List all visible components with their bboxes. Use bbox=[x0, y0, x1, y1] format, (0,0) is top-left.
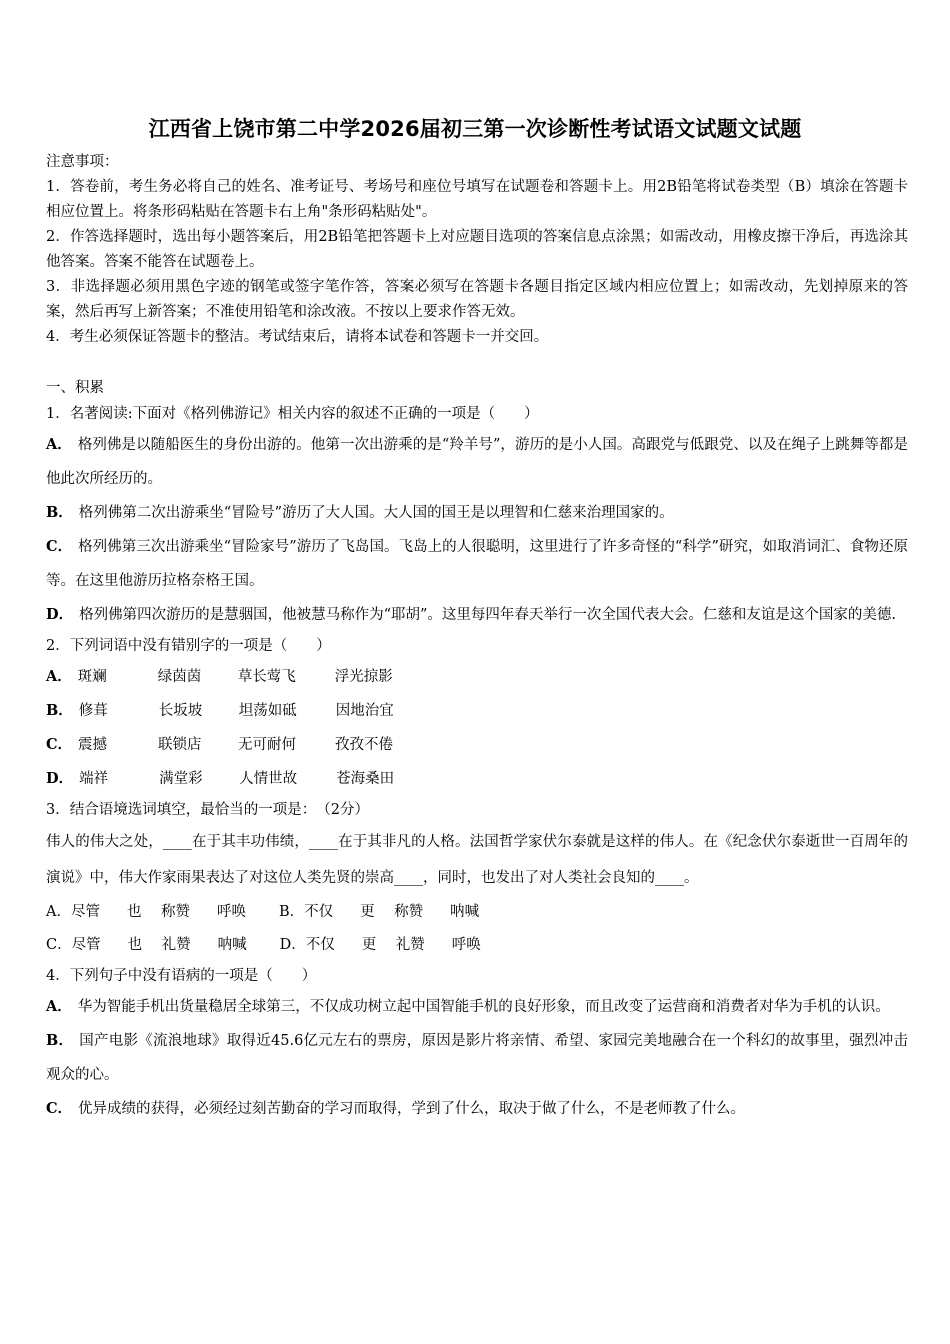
option-text: 国产电影《流浪地球》取得近45.6亿元左右的票房，原因是影片将亲情、希望、家园完美地融合在一个科幻的故事里，强烈冲击观众的心。 bbox=[46, 1033, 909, 1083]
question-2-option bbox=[46, 762, 908, 796]
notice-item: 1．答卷前，考生务必将自己的姓名、准考证号、考场号和座位号填写在试题卷和答题卡上。用2B铅笔将试卷类型（B）填涂在答题卡相应位置上。将条形码粘贴在答题卡右上角"条形码粘贴处"。 bbox=[46, 179, 908, 220]
question-3-passage: 伟人的伟大之处，____在于其丰功伟绩，____在于其非凡的人格。法国哲学家伏尔泰就是这样的伟人。在《纪念伏尔泰逝世一百周年的演说》中，伟大作家雨果表达了对这位人类先贤的崇高____，同时，也发出了对人类社会良知的____。 bbox=[46, 834, 908, 886]
option-label: D． bbox=[279, 937, 306, 953]
option-text: 优异成绩的获得，必须经过刻苦勤奋的学习而取得，学到了什么，取决于做了什么，不是老师教了什么。 bbox=[78, 1101, 746, 1117]
option-label: A． bbox=[46, 904, 71, 920]
option-word: 也 bbox=[127, 937, 143, 953]
option-word: 呼唤 bbox=[216, 904, 246, 920]
question-2-option bbox=[46, 694, 908, 728]
option-text: 华为智能手机出货量稳居全球第三，不仅成功树立起中国智能手机的良好形象，而且改变了运营商和消费者对华为手机的认识。 bbox=[77, 999, 890, 1015]
option-word: 孜孜不倦 bbox=[335, 737, 394, 753]
option-word: 坦荡如砥 bbox=[238, 703, 297, 719]
option-label: B． bbox=[46, 702, 73, 719]
option-word: 更 bbox=[361, 937, 377, 953]
notice-item: 3．非选择题必须用黑色字迹的钢笔或签字笔作答，答案必须写在答题卡各题目指定区域内相应位置上；如需改动，先划掉原来的答案，然后再写上新答案；不准使用铅笔和涂改液。不按以上要求作答无效。 bbox=[46, 279, 908, 320]
option-label: B． bbox=[46, 1032, 74, 1049]
question-4-option bbox=[46, 1092, 908, 1126]
option-text: 格列佛第二次出游乘坐“冒险号”游历了大人国。大人国的国王是以理智和仁慈来治理国家的。 bbox=[78, 505, 674, 521]
option-word: 不仅 bbox=[304, 904, 334, 920]
option-word: 满堂彩 bbox=[159, 771, 203, 787]
section-heading: 一、积累 bbox=[46, 380, 104, 396]
notice-heading: 注意事项： bbox=[46, 154, 119, 170]
question-3-stem: 3．结合语境选词填空，最恰当的一项是： （2分） bbox=[46, 802, 369, 818]
option-word: 斑斓 bbox=[77, 669, 107, 685]
option-word: 草长莺飞 bbox=[237, 669, 296, 685]
option-text: 格列佛是以随船医生的身份出游的。他第一次出游乘的是“羚羊号”，游历的是小人国。高跟党与低跟党、以及在绳子上跳舞等都是他此次所经历的。 bbox=[46, 437, 908, 487]
question-2-option bbox=[46, 660, 908, 694]
option-label: C． bbox=[46, 736, 73, 753]
option-word: 修葺 bbox=[78, 703, 108, 719]
option-label: B． bbox=[278, 904, 305, 920]
option-label: C． bbox=[46, 1100, 73, 1117]
option-label: A． bbox=[46, 668, 72, 685]
option-word: 礼赞 bbox=[395, 937, 425, 953]
question-2-stem: 2．下列词语中没有错别字的一项是（ ） bbox=[46, 638, 331, 654]
question-3-option-row bbox=[46, 896, 908, 929]
question-4-option bbox=[46, 1024, 908, 1092]
option-word: 无可耐何 bbox=[238, 737, 297, 753]
exam-content bbox=[46, 150, 908, 1126]
option-word: 尽管 bbox=[70, 904, 100, 920]
notice-item: 2．作答选择题时，选出每小题答案后，用2B铅笔把答题卡上对应题目选项的答案信息点涂黑；如需改动，用橡皮擦干净后，再选涂其他答案。答案不能答在试题卷上。 bbox=[46, 229, 908, 270]
option-word: 不仅 bbox=[305, 937, 335, 953]
question-4-stem: 4．下列句子中没有语病的一项是（ ） bbox=[46, 968, 317, 984]
option-word: 长坂坡 bbox=[158, 703, 203, 719]
option-text: 格列佛第三次出游乘坐“冒险家号”游历了飞岛国。飞岛上的人很聪明，这里进行了许多奇怪的“科学”研究，如取消词汇、食物还原等。在这里他游历拉格奈格王国。 bbox=[46, 539, 908, 589]
option-word: 更 bbox=[360, 904, 375, 920]
question-1-option bbox=[46, 598, 908, 632]
option-label: A． bbox=[46, 436, 72, 453]
option-word: 尽管 bbox=[71, 937, 101, 953]
question-2-option bbox=[46, 728, 908, 762]
question-1-option bbox=[46, 496, 908, 530]
option-word: 呐喊 bbox=[217, 937, 247, 953]
option-word: 震撼 bbox=[78, 737, 108, 753]
page-title: 江西省上饶市第二中学2026届初三第一次诊断性考试语文试题文试题 bbox=[148, 117, 802, 141]
notice-item: 4．考生必须保证答题卡的整洁。考试结束后，请将本试卷和答题卡一并交回。 bbox=[46, 329, 549, 345]
option-word: 端祥 bbox=[79, 771, 109, 787]
option-word: 因地治宜 bbox=[335, 703, 394, 719]
option-label: B． bbox=[46, 504, 73, 521]
option-word: 也 bbox=[126, 904, 142, 920]
option-word: 称赞 bbox=[394, 904, 424, 920]
option-word: 称赞 bbox=[160, 904, 190, 920]
question-3-option-row bbox=[46, 929, 908, 962]
option-label: C． bbox=[46, 937, 72, 953]
option-label: C． bbox=[46, 538, 73, 555]
option-word: 呐喊 bbox=[450, 904, 480, 920]
question-1-option bbox=[46, 428, 908, 496]
question-1-option bbox=[46, 530, 908, 598]
question-1-stem: 1．名著阅读:下面对《格列佛游记》相关内容的叙述不正确的一项是（ ） bbox=[46, 406, 539, 422]
option-label: A． bbox=[46, 998, 72, 1015]
option-word: 浮光掠影 bbox=[334, 669, 393, 685]
option-word: 苍海桑田 bbox=[336, 771, 395, 787]
option-label: D． bbox=[46, 606, 74, 623]
option-word: 呼唤 bbox=[451, 937, 481, 953]
option-word: 绿茵茵 bbox=[157, 669, 202, 685]
option-label: D． bbox=[46, 770, 74, 787]
question-4-option bbox=[46, 990, 908, 1024]
option-word: 礼赞 bbox=[161, 937, 191, 953]
option-text: 格列佛第四次游历的是慧骃国，他被慧马称作为“耶胡”。这里每四年春天举行一次全国代表大会。仁慈和友谊是这个国家的美德. bbox=[79, 607, 897, 623]
option-word: 人情世故 bbox=[239, 771, 298, 787]
option-word: 联锁店 bbox=[158, 737, 202, 753]
